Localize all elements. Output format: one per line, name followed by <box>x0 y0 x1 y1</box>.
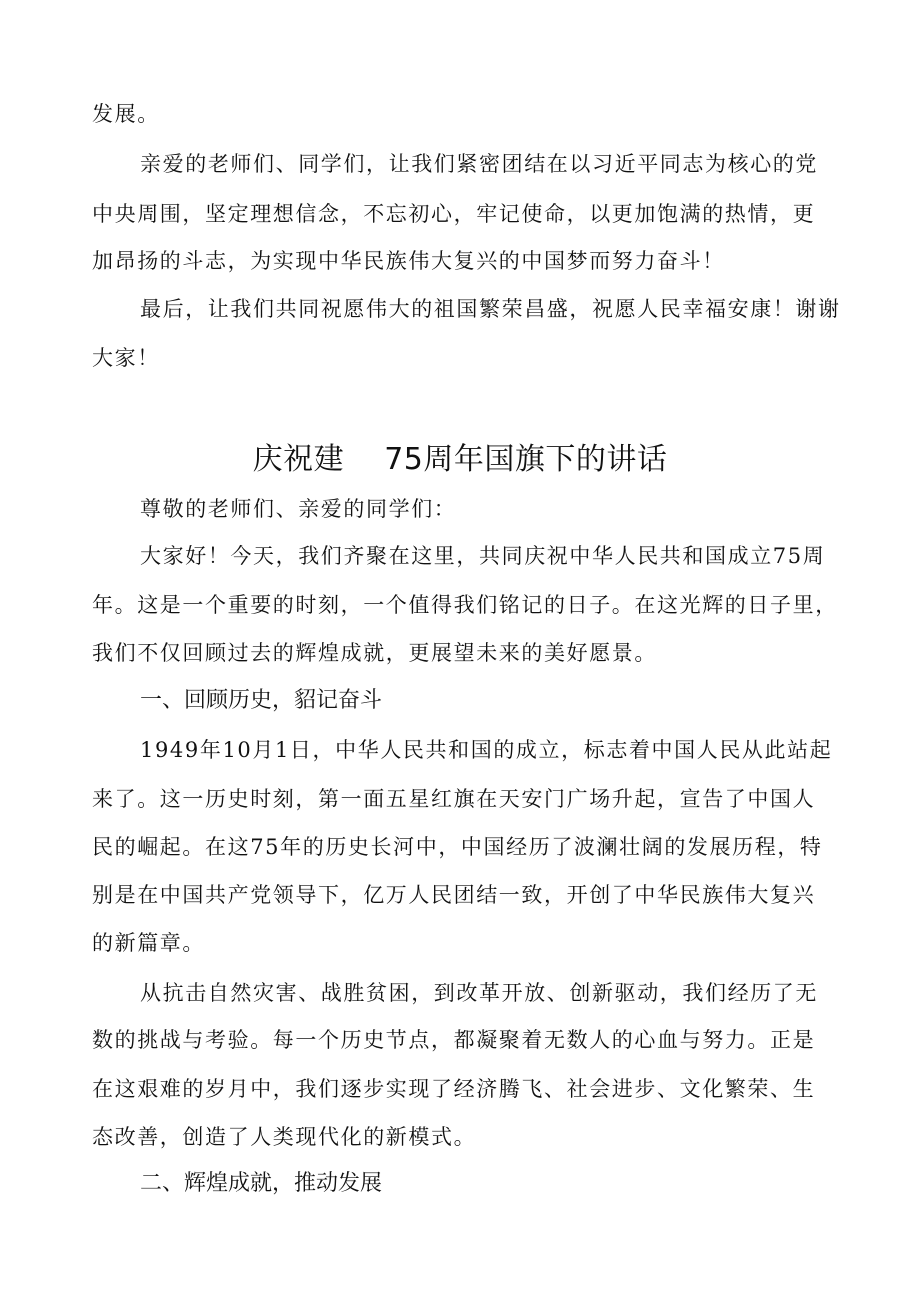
text-line: 加昂扬的斗志，为实现中华民族伟大复兴的中国梦而努力奋斗！ <box>92 249 725 273</box>
text-line: 我们不仅回顾过去的辉煌成就，更展望未来的美好愿景。 <box>92 641 657 665</box>
salutation: 尊敬的老师们、亲爱的同学们： <box>140 497 457 521</box>
text-line: 1949年10月1日，中华人民共和国的成立，标志着中国人民从此站起 <box>140 738 833 762</box>
text-line: 最后，让我们共同祝愿伟大的祖国繁荣昌盛，祝愿人民幸福安康！谢谢 <box>140 297 841 321</box>
text-line: 年。这是一个重要的时刻，一个值得我们铭记的日子。在这光辉的日子里， <box>92 593 838 617</box>
text-line: 中央周围，坚定理想信念，不忘初心，牢记使命，以更加饱满的热情，更 <box>92 202 816 226</box>
text-line: 发展。 <box>92 102 160 126</box>
speech-title: 庆祝建 75周年国旗下的讲话 <box>252 442 668 477</box>
text-line: 亲爱的老师们、同学们，让我们紧密团结在以习近平同志为核心的党 <box>140 152 818 176</box>
text-line: 大家好！今天，我们齐聚在这里，共同庆祝中华人民共和国成立75周 <box>140 544 826 568</box>
section-heading: 一、回顾历史，貂记奋斗 <box>140 688 383 713</box>
text-line: 数的挑战与考验。每一个历史节点，都凝聚着无数人的心血与努力。正是 <box>92 1028 816 1052</box>
text-line: 态改善，创造了人类现代化的新模式。 <box>92 1125 477 1149</box>
text-line: 民的崛起。在这75年的历史长河中，中国经历了波澜壮阔的发展历程，特 <box>92 835 823 859</box>
text-line: 别是在中国共产党领导下，亿万人民团结一致，开创了中华民族伟大复兴 <box>92 883 816 907</box>
text-line: 从抗击自然灾害、战胜贫困，到改革开放、创新驱动，我们经历了无 <box>140 981 818 1005</box>
text-line: 的新篇章。 <box>92 931 205 955</box>
text-line: 大家！ <box>92 346 160 370</box>
section-heading: 二、辉煌成就，推动发展 <box>140 1171 383 1196</box>
text-line: 在这艰难的岁月中，我们逐步实现了经济腾飞、社会进步、文化繁荣、生 <box>92 1077 816 1101</box>
text-line: 来了。这一历史时刻，第一面五星红旗在天安门广场升起，宣告了中国人 <box>92 787 816 811</box>
